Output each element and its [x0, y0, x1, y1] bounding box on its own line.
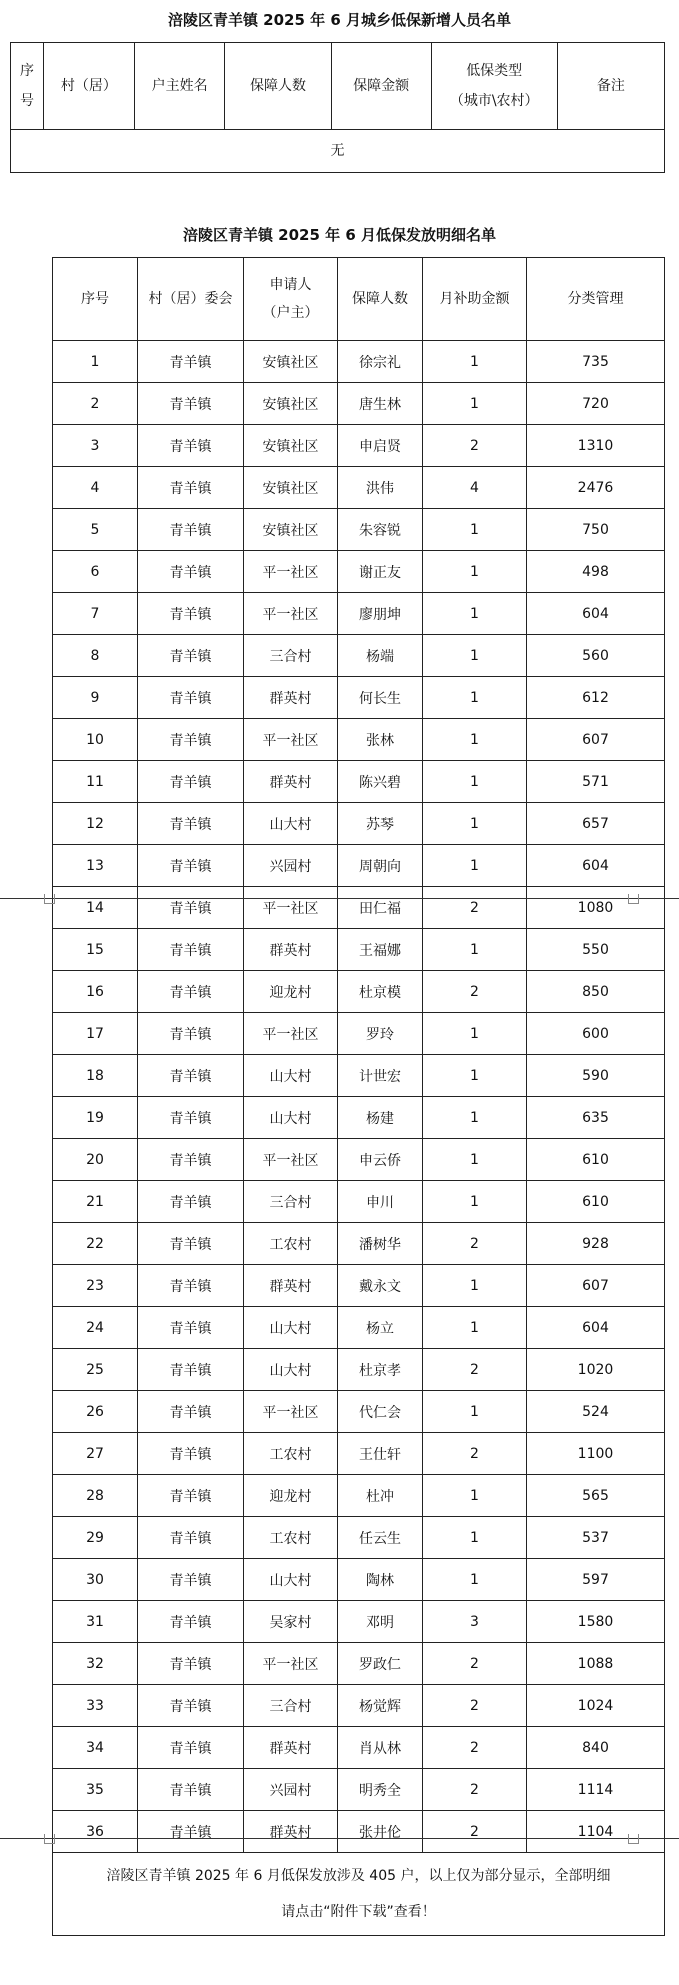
header-subsidy-type: 低保类型 （城市\农村）	[431, 43, 557, 130]
amount-cell: 1020	[527, 1349, 665, 1391]
persons-cell: 1	[423, 845, 527, 887]
amount-cell: 604	[527, 845, 665, 887]
applicant-cell: 平一社区	[244, 1391, 338, 1433]
committee-cell: 青羊镇	[138, 341, 244, 383]
table1-title: 涪陵区青羊镇 2025 年 6 月城乡低保新增人员名单	[167, 11, 512, 29]
table-row	[53, 593, 665, 635]
table-row	[53, 719, 665, 761]
table-row	[53, 467, 665, 509]
page-corner-mark	[44, 1834, 55, 1844]
page-break-2	[0, 1838, 679, 1839]
name-cell: 邓明	[338, 1601, 423, 1643]
amount-cell: 550	[527, 929, 665, 971]
serial-cell: 17	[53, 1013, 138, 1055]
amount-cell: 1088	[527, 1643, 665, 1685]
name-cell: 杨端	[338, 635, 423, 677]
name-cell: 申云侨	[338, 1139, 423, 1181]
name-cell: 任云生	[338, 1517, 423, 1559]
committee-cell: 青羊镇	[138, 677, 244, 719]
name-cell: 明秀全	[338, 1769, 423, 1811]
table-row	[53, 761, 665, 803]
persons-cell: 1	[423, 677, 527, 719]
table-row	[53, 1181, 665, 1223]
name-cell: 陈兴碧	[338, 761, 423, 803]
header-serial: 序 号	[11, 43, 44, 130]
table-row	[53, 1055, 665, 1097]
header-household-head: 户主姓名	[134, 43, 225, 130]
table-row	[53, 383, 665, 425]
amount-cell: 565	[527, 1475, 665, 1517]
table-row	[53, 1013, 665, 1055]
committee-cell: 青羊镇	[138, 1601, 244, 1643]
committee-cell: 青羊镇	[138, 929, 244, 971]
committee-cell: 青羊镇	[138, 1349, 244, 1391]
serial-cell: 5	[53, 509, 138, 551]
applicant-cell: 山大村	[244, 1055, 338, 1097]
persons-cell: 1	[423, 635, 527, 677]
persons-cell: 2	[423, 1643, 527, 1685]
committee-cell: 青羊镇	[138, 845, 244, 887]
applicant-cell: 工农村	[244, 1517, 338, 1559]
serial-cell: 4	[53, 467, 138, 509]
persons-cell: 2	[423, 971, 527, 1013]
serial-cell: 34	[53, 1727, 138, 1769]
amount-cell: 735	[527, 341, 665, 383]
amount-cell: 604	[527, 1307, 665, 1349]
serial-cell: 6	[53, 551, 138, 593]
name-cell: 谢正友	[338, 551, 423, 593]
committee-cell: 青羊镇	[138, 467, 244, 509]
committee-cell: 青羊镇	[138, 1391, 244, 1433]
persons-cell: 1	[423, 1139, 527, 1181]
persons-cell: 1	[423, 1391, 527, 1433]
table-row	[53, 971, 665, 1013]
amount-cell: 657	[527, 803, 665, 845]
serial-cell: 9	[53, 677, 138, 719]
amount-cell: 850	[527, 971, 665, 1013]
amount-cell: 498	[527, 551, 665, 593]
committee-cell: 青羊镇	[138, 803, 244, 845]
applicant-cell: 平一社区	[244, 551, 338, 593]
name-cell: 杜京模	[338, 971, 423, 1013]
serial-cell: 18	[53, 1055, 138, 1097]
amount-cell: 1080	[527, 887, 665, 929]
committee-cell: 青羊镇	[138, 719, 244, 761]
serial-cell: 35	[53, 1769, 138, 1811]
name-cell: 申川	[338, 1181, 423, 1223]
name-cell: 张林	[338, 719, 423, 761]
amount-cell: 560	[527, 635, 665, 677]
name-cell: 王福娜	[338, 929, 423, 971]
amount-cell: 600	[527, 1013, 665, 1055]
amount-cell: 1104	[527, 1811, 665, 1853]
amount-cell: 607	[527, 719, 665, 761]
amount-cell: 1024	[527, 1685, 665, 1727]
name-cell: 田仁福	[338, 887, 423, 929]
empty-cell: 无	[11, 130, 665, 173]
persons-cell: 1	[423, 929, 527, 971]
serial-cell: 2	[53, 383, 138, 425]
serial-cell: 15	[53, 929, 138, 971]
header-serial: 序号	[53, 258, 138, 341]
header-amount: 保障金额	[331, 43, 431, 130]
name-cell: 朱容锐	[338, 509, 423, 551]
persons-cell: 1	[423, 1265, 527, 1307]
persons-cell: 1	[423, 551, 527, 593]
persons-cell: 1	[423, 341, 527, 383]
amount-cell: 590	[527, 1055, 665, 1097]
serial-cell: 1	[53, 341, 138, 383]
persons-cell: 2	[423, 1769, 527, 1811]
amount-cell: 720	[527, 383, 665, 425]
persons-cell: 2	[423, 425, 527, 467]
table-row	[53, 1223, 665, 1265]
persons-cell: 1	[423, 761, 527, 803]
footer-note	[53, 1853, 665, 1936]
table-row	[53, 1769, 665, 1811]
persons-cell: 2	[423, 1727, 527, 1769]
committee-cell: 青羊镇	[138, 971, 244, 1013]
header-remarks: 备注	[557, 43, 664, 130]
name-cell: 廖朋坤	[338, 593, 423, 635]
amount-cell: 537	[527, 1517, 665, 1559]
applicant-cell: 山大村	[244, 1349, 338, 1391]
committee-cell: 青羊镇	[138, 1097, 244, 1139]
serial-cell: 10	[53, 719, 138, 761]
serial-cell: 19	[53, 1097, 138, 1139]
header-committee: 村（居）委会	[138, 258, 244, 341]
applicant-cell: 工农村	[244, 1223, 338, 1265]
applicant-cell: 山大村	[244, 1307, 338, 1349]
committee-cell: 青羊镇	[138, 635, 244, 677]
applicant-cell: 群英村	[244, 1811, 338, 1853]
serial-cell: 29	[53, 1517, 138, 1559]
name-cell: 何长生	[338, 677, 423, 719]
applicant-cell: 安镇社区	[244, 509, 338, 551]
table-row	[53, 1727, 665, 1769]
committee-cell: 青羊镇	[138, 1727, 244, 1769]
persons-cell: 1	[423, 1559, 527, 1601]
serial-cell: 7	[53, 593, 138, 635]
name-cell: 徐宗礼	[338, 341, 423, 383]
persons-cell: 1	[423, 593, 527, 635]
footer-note-line: 请点击“附件下载”查看！	[281, 1904, 436, 1920]
amount-cell: 571	[527, 761, 665, 803]
table1-empty-row	[11, 130, 665, 173]
table-row	[53, 1097, 665, 1139]
serial-cell: 33	[53, 1685, 138, 1727]
persons-cell: 3	[423, 1601, 527, 1643]
persons-cell: 2	[423, 1685, 527, 1727]
amount-cell: 610	[527, 1181, 665, 1223]
applicant-cell: 群英村	[244, 1727, 338, 1769]
serial-cell: 23	[53, 1265, 138, 1307]
serial-cell: 16	[53, 971, 138, 1013]
persons-cell: 1	[423, 803, 527, 845]
committee-cell: 青羊镇	[138, 1811, 244, 1853]
committee-cell: 青羊镇	[138, 887, 244, 929]
name-cell: 杜京孝	[338, 1349, 423, 1391]
applicant-cell: 平一社区	[244, 593, 338, 635]
name-cell: 唐生林	[338, 383, 423, 425]
applicant-cell: 兴园村	[244, 845, 338, 887]
page-corner-mark	[628, 1834, 639, 1844]
table-row	[53, 341, 665, 383]
committee-cell: 青羊镇	[138, 761, 244, 803]
table-row	[53, 1601, 665, 1643]
serial-cell: 31	[53, 1601, 138, 1643]
amount-cell: 928	[527, 1223, 665, 1265]
committee-cell: 青羊镇	[138, 1223, 244, 1265]
name-cell: 周朝向	[338, 845, 423, 887]
amount-cell: 610	[527, 1139, 665, 1181]
committee-cell: 青羊镇	[138, 1307, 244, 1349]
amount-cell: 612	[527, 677, 665, 719]
name-cell: 杨觉辉	[338, 1685, 423, 1727]
amount-cell: 840	[527, 1727, 665, 1769]
applicant-cell: 吴家村	[244, 1601, 338, 1643]
table-row	[53, 887, 665, 929]
amount-cell: 597	[527, 1559, 665, 1601]
committee-cell: 青羊镇	[138, 1181, 244, 1223]
page-break-1	[0, 898, 679, 899]
table-row	[53, 803, 665, 845]
name-cell: 杨立	[338, 1307, 423, 1349]
persons-cell: 1	[423, 719, 527, 761]
serial-cell: 20	[53, 1139, 138, 1181]
committee-cell: 青羊镇	[138, 383, 244, 425]
applicant-cell: 山大村	[244, 1097, 338, 1139]
table-row	[53, 1517, 665, 1559]
amount-cell: 2476	[527, 467, 665, 509]
persons-cell: 1	[423, 1307, 527, 1349]
table-row	[53, 845, 665, 887]
committee-cell: 青羊镇	[138, 593, 244, 635]
persons-cell: 1	[423, 1055, 527, 1097]
serial-cell: 11	[53, 761, 138, 803]
header-covered-persons: 保障人数	[225, 43, 331, 130]
applicant-cell: 群英村	[244, 677, 338, 719]
page-corner-mark	[44, 894, 55, 904]
name-cell: 王仕轩	[338, 1433, 423, 1475]
applicant-cell: 迎龙村	[244, 1475, 338, 1517]
new-recipients-table	[10, 42, 665, 173]
name-cell: 申启贤	[338, 425, 423, 467]
applicant-cell: 平一社区	[244, 1013, 338, 1055]
applicant-cell: 工农村	[244, 1433, 338, 1475]
serial-cell: 14	[53, 887, 138, 929]
name-cell: 洪伟	[338, 467, 423, 509]
persons-cell: 1	[423, 1181, 527, 1223]
header-village: 村（居）	[43, 43, 134, 130]
serial-cell: 27	[53, 1433, 138, 1475]
serial-cell: 13	[53, 845, 138, 887]
applicant-cell: 安镇社区	[244, 383, 338, 425]
applicant-cell: 迎龙村	[244, 971, 338, 1013]
table-row	[53, 509, 665, 551]
applicant-cell: 三合村	[244, 635, 338, 677]
committee-cell: 青羊镇	[138, 551, 244, 593]
serial-cell: 36	[53, 1811, 138, 1853]
committee-cell: 青羊镇	[138, 1433, 244, 1475]
committee-cell: 青羊镇	[138, 1685, 244, 1727]
table-row	[53, 1307, 665, 1349]
payment-detail-table	[52, 257, 665, 1936]
header-covered-persons: 保障人数	[338, 258, 423, 341]
applicant-cell: 安镇社区	[244, 341, 338, 383]
persons-cell: 1	[423, 1475, 527, 1517]
amount-cell: 604	[527, 593, 665, 635]
applicant-cell: 平一社区	[244, 1643, 338, 1685]
applicant-cell: 山大村	[244, 1559, 338, 1601]
committee-cell: 青羊镇	[138, 1055, 244, 1097]
serial-cell: 24	[53, 1307, 138, 1349]
amount-cell: 750	[527, 509, 665, 551]
table2-header-row	[53, 258, 665, 341]
persons-cell: 2	[423, 887, 527, 929]
applicant-cell: 山大村	[244, 803, 338, 845]
committee-cell: 青羊镇	[138, 509, 244, 551]
committee-cell: 青羊镇	[138, 1559, 244, 1601]
serial-cell: 30	[53, 1559, 138, 1601]
amount-cell: 1100	[527, 1433, 665, 1475]
persons-cell: 1	[423, 1097, 527, 1139]
table-row	[53, 551, 665, 593]
applicant-cell: 安镇社区	[244, 425, 338, 467]
page-corner-mark	[628, 894, 639, 904]
amount-cell: 1114	[527, 1769, 665, 1811]
amount-cell: 1580	[527, 1601, 665, 1643]
persons-cell: 4	[423, 467, 527, 509]
name-cell: 罗玲	[338, 1013, 423, 1055]
serial-cell: 21	[53, 1181, 138, 1223]
table-row	[53, 1265, 665, 1307]
persons-cell: 1	[423, 1013, 527, 1055]
committee-cell: 青羊镇	[138, 1517, 244, 1559]
name-cell: 张井伦	[338, 1811, 423, 1853]
applicant-cell: 平一社区	[244, 1139, 338, 1181]
committee-cell: 青羊镇	[138, 1013, 244, 1055]
name-cell: 潘树华	[338, 1223, 423, 1265]
amount-cell: 1310	[527, 425, 665, 467]
persons-cell: 2	[423, 1349, 527, 1391]
header-applicant: 申请人 （户主）	[244, 258, 338, 341]
header-classification: 分类管理	[527, 258, 665, 341]
name-cell: 代仁会	[338, 1391, 423, 1433]
name-cell: 计世宏	[338, 1055, 423, 1097]
table-row	[53, 677, 665, 719]
name-cell: 杨建	[338, 1097, 423, 1139]
table-row	[53, 1475, 665, 1517]
committee-cell: 青羊镇	[138, 1139, 244, 1181]
serial-cell: 26	[53, 1391, 138, 1433]
table-row	[53, 1685, 665, 1727]
applicant-cell: 三合村	[244, 1685, 338, 1727]
table-row	[53, 1349, 665, 1391]
footer-note-row	[53, 1853, 665, 1936]
table-row	[53, 929, 665, 971]
amount-cell: 607	[527, 1265, 665, 1307]
committee-cell: 青羊镇	[138, 1475, 244, 1517]
table-row	[53, 1139, 665, 1181]
table-row	[53, 425, 665, 467]
table2-title: 涪陵区青羊镇 2025 年 6 月低保发放明细名单	[182, 226, 497, 244]
table-row	[53, 1811, 665, 1853]
committee-cell: 青羊镇	[138, 1643, 244, 1685]
amount-cell: 524	[527, 1391, 665, 1433]
committee-cell: 青羊镇	[138, 1265, 244, 1307]
serial-cell: 3	[53, 425, 138, 467]
name-cell: 戴永文	[338, 1265, 423, 1307]
persons-cell: 1	[423, 383, 527, 425]
committee-cell: 青羊镇	[138, 425, 244, 467]
header-monthly-subsidy: 月补助金额	[423, 258, 527, 341]
name-cell: 苏琴	[338, 803, 423, 845]
persons-cell: 1	[423, 1517, 527, 1559]
table-row	[53, 1643, 665, 1685]
serial-cell: 12	[53, 803, 138, 845]
serial-cell: 25	[53, 1349, 138, 1391]
serial-cell: 28	[53, 1475, 138, 1517]
applicant-cell: 三合村	[244, 1181, 338, 1223]
persons-cell: 2	[423, 1223, 527, 1265]
persons-cell: 1	[423, 509, 527, 551]
serial-cell: 8	[53, 635, 138, 677]
persons-cell: 2	[423, 1811, 527, 1853]
applicant-cell: 平一社区	[244, 887, 338, 929]
serial-cell: 22	[53, 1223, 138, 1265]
applicant-cell: 群英村	[244, 929, 338, 971]
table-row	[53, 1559, 665, 1601]
applicant-cell: 群英村	[244, 1265, 338, 1307]
committee-cell: 青羊镇	[138, 1769, 244, 1811]
name-cell: 肖从林	[338, 1727, 423, 1769]
name-cell: 杜冲	[338, 1475, 423, 1517]
footer-note-line: 涪陵区青羊镇 2025 年 6 月低保发放涉及 405 户，以上仅为部分显示，全部明细	[106, 1868, 611, 1884]
applicant-cell: 平一社区	[244, 719, 338, 761]
table1-header-row	[11, 43, 665, 130]
table-row	[53, 1433, 665, 1475]
applicant-cell: 群英村	[244, 761, 338, 803]
applicant-cell: 安镇社区	[244, 467, 338, 509]
table-row	[53, 635, 665, 677]
amount-cell: 635	[527, 1097, 665, 1139]
persons-cell: 2	[423, 1433, 527, 1475]
applicant-cell: 兴园村	[244, 1769, 338, 1811]
name-cell: 陶林	[338, 1559, 423, 1601]
table-row	[53, 1391, 665, 1433]
name-cell: 罗政仁	[338, 1643, 423, 1685]
serial-cell: 32	[53, 1643, 138, 1685]
